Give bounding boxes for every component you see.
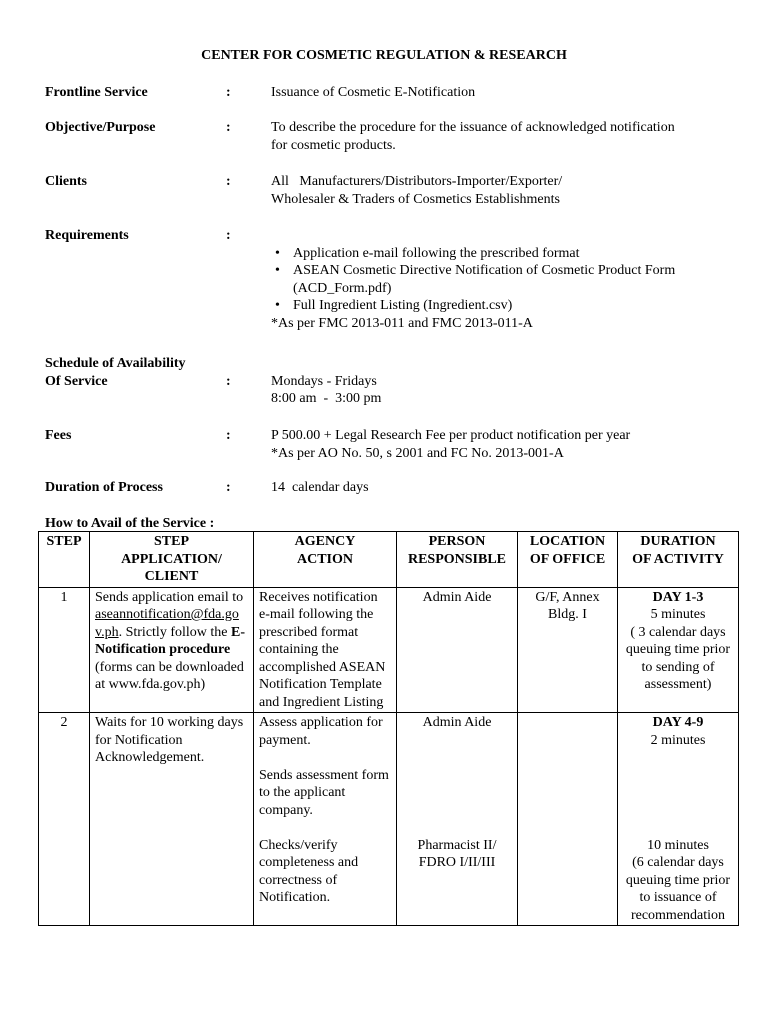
header-line: AGENCY: [294, 534, 356, 549]
cell-text: . Strictly follow the: [118, 624, 231, 640]
step-application: [90, 587, 254, 713]
duration-line: 10 minutes: [647, 837, 709, 853]
field-value: [271, 173, 741, 208]
agency-action: Receives notification e-mail following the prescribed format containing the accomplished ASEAN Notification Template and Ingredient Listing: [254, 587, 397, 713]
person-responsible: [397, 713, 518, 926]
field-colon: :: [226, 428, 231, 443]
list-item: • Application e-mail following the prescribed format: [271, 245, 741, 263]
value-line: Mondays - Fridays: [271, 373, 377, 389]
duration-of-activity: [618, 587, 739, 713]
header-line: DURATION: [640, 534, 716, 549]
email-link[interactable]: aseannotification@fda.gov.ph: [95, 607, 239, 640]
field-value: [271, 427, 741, 462]
value-line: for cosmetic products.: [271, 137, 396, 153]
value-line: Wholesaler & Traders of Cosmetics Establishments: [271, 191, 560, 207]
field-label: Clients: [45, 174, 87, 189]
list-item: [271, 262, 741, 297]
header-step: STEP: [39, 532, 90, 588]
agency-line: Assess application for payment.: [259, 715, 383, 748]
value-line: All Manufacturers/Distributors-Importer/Exporter/: [271, 174, 563, 189]
header-line: ACTION: [296, 551, 353, 567]
location-of-office: G/F, Annex Bldg. I: [518, 587, 618, 713]
table-row: [39, 587, 739, 713]
field-label: Of Service: [45, 373, 108, 389]
duration-of-activity: [618, 713, 739, 926]
header-location: [518, 532, 618, 588]
table-row: [39, 713, 739, 926]
step-number: 1: [39, 587, 90, 713]
step-number: 2: [39, 713, 90, 926]
header-line: RESPONSIBLE: [407, 551, 507, 567]
cell-text: (forms can be downloaded at www.fda.gov.ph): [95, 659, 244, 692]
value-line: 8:00 am - 3:00 pm: [271, 391, 382, 406]
field-value: Issuance of Cosmetic E-Notification: [271, 85, 476, 100]
step-application: Waits for 10 working days for Notification Acknowledgement.: [90, 713, 254, 926]
howto-heading: How to Avail of the Service :: [45, 516, 215, 531]
day-range: DAY 4-9: [652, 715, 704, 730]
header-application: [90, 532, 254, 588]
field-label: Frontline Service: [45, 85, 148, 100]
value-line: *As per AO No. 50, s 2001 and FC No. 2013-001-A: [271, 445, 564, 461]
agency-line: Sends assessment form to the applicant company.: [259, 767, 389, 818]
day-range: DAY 1-3: [652, 589, 704, 605]
header-line: OF ACTIVITY: [632, 551, 724, 567]
header-person: [397, 532, 518, 588]
process-table: [38, 531, 739, 926]
field-label: Fees: [45, 428, 72, 443]
field-value: [271, 119, 741, 154]
field-colon: :: [226, 174, 231, 189]
requirements-list: [271, 245, 741, 333]
value-line: P 500.00 + Legal Research Fee per product notification per year: [271, 428, 631, 443]
agency-action: [254, 713, 397, 926]
cell-text: Sends application email to: [95, 589, 244, 605]
field-label: Schedule of Availability: [45, 356, 186, 371]
field-colon: :: [226, 480, 231, 495]
header-line: LOCATION: [529, 534, 606, 549]
person-line: Pharmacist II/ FDRO I/II/III: [417, 837, 497, 870]
list-item-text: ASEAN Cosmetic Directive Notification of Cosmetic Product Form: [293, 263, 676, 278]
header-line: OF OFFICE: [529, 551, 606, 567]
field-value: [271, 373, 741, 408]
person-line: Admin Aide: [422, 715, 492, 730]
duration-line: ( 3 calendar days queuing time prior to sending of assessment): [625, 624, 731, 692]
field-label: Duration of Process: [45, 480, 163, 495]
field-colon: :: [226, 373, 231, 389]
field-colon: :: [226, 120, 231, 135]
header-line: PERSON: [428, 534, 486, 549]
field-colon: :: [226, 85, 231, 100]
field-label: Objective/Purpose: [45, 120, 156, 135]
requirements-note: *As per FMC 2013-011 and FMC 2013-011-A: [271, 315, 533, 331]
header-duration: [618, 532, 739, 588]
value-line: To describe the procedure for the issuance of acknowledged notification: [271, 120, 675, 135]
field-colon: :: [226, 228, 231, 243]
field-label: Requirements: [45, 228, 129, 243]
header-line: APPLICATION/: [121, 551, 222, 567]
duration-line: 2 minutes: [650, 732, 706, 748]
list-item: • Full Ingredient Listing (Ingredient.csv): [271, 297, 741, 315]
agency-line: Checks/verify completeness and correctness of Notification.: [259, 837, 359, 905]
page-title: CENTER FOR COSMETIC REGULATION & RESEARCH: [201, 48, 567, 63]
header-line: CLIENT: [144, 569, 199, 584]
cell-text-bold: E-Notification procedure: [95, 624, 245, 657]
header-agency: [254, 532, 397, 588]
header-line: STEP: [153, 534, 189, 549]
duration-line: 5 minutes: [650, 607, 706, 622]
location-of-office: [518, 713, 618, 926]
person-responsible: Admin Aide: [397, 587, 518, 713]
duration-line: (6 calendar days queuing time prior to issuance of recommendation: [625, 855, 731, 923]
list-item-text: (ACD_Form.pdf): [293, 280, 392, 296]
table-header-row: [39, 532, 739, 588]
field-value: 14 calendar days: [271, 480, 369, 495]
